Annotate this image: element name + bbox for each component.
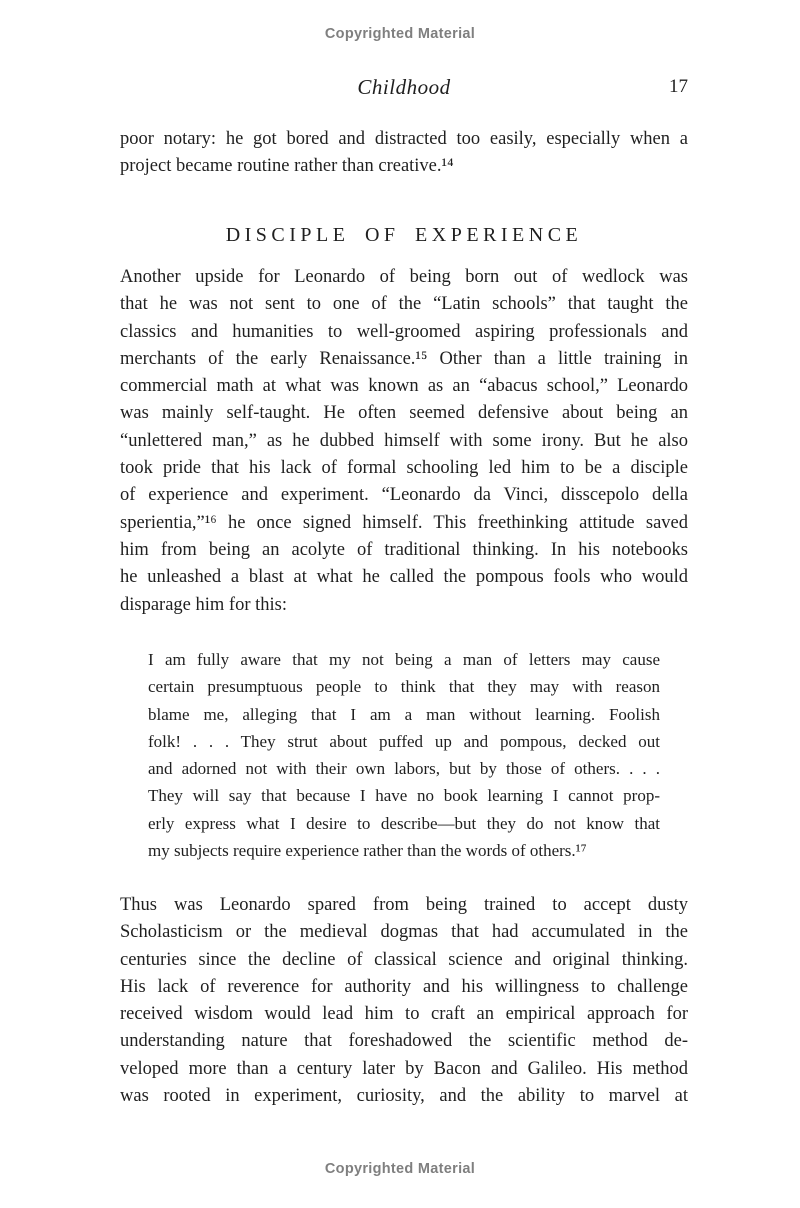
text-line: Thus was Leonardo spared from being trained to accept dusty xyxy=(120,895,688,915)
text-line: received wisdom would lead him to craft an empirical approach for xyxy=(120,1004,688,1025)
text-line: that he was not sent to one of the “Latin schools” that taught the xyxy=(120,294,688,315)
section-heading: DISCIPLE OF EXPERIENCE xyxy=(225,224,583,246)
paragraph-thus xyxy=(120,892,688,1110)
copyright-notice-bottom: Copyrighted Material xyxy=(324,1161,476,1177)
text-line: him from being an acolyte of traditional thinking. In his notebooks xyxy=(120,539,688,560)
text-line: he unleashed a blast at what he called the pompous fools who would xyxy=(120,567,688,588)
text-line: was rooted in experiment, curiosity, and the ability to marvel at xyxy=(120,1086,688,1107)
text-line: commercial math at what was known as an “abacus school,” Leonardo xyxy=(120,376,688,397)
text-line: classics and humanities to well-groomed aspiring professionals and xyxy=(120,321,688,342)
text-line: project became routine rather than creative.¹⁴ xyxy=(120,156,454,177)
text-line: my subjects require experience rather than the words of others.¹⁷ xyxy=(148,841,587,861)
blockquote-quote xyxy=(148,646,660,864)
text-line: understanding nature that foreshadowed the scientific method de- xyxy=(120,1031,688,1052)
running-header xyxy=(120,75,688,103)
text-line: was mainly self-taught. He often seemed defensive about being an xyxy=(120,403,688,424)
page-number: 17 xyxy=(669,76,688,97)
text-line: disparage him for this: xyxy=(120,594,287,615)
text-line: Another upside for Leonardo of being born out of wedlock was xyxy=(120,267,688,287)
text-line: His lack of reverence for authority and his willingness to challenge xyxy=(120,976,688,997)
text-line: of experience and experiment. “Leonardo da Vinci, disscepolo della xyxy=(120,485,688,506)
chapter-title: Childhood xyxy=(357,75,451,99)
text-line: and adorned not with their own labors, but by those of others. . . . xyxy=(148,759,660,779)
copyright-notice-top: Copyrighted Material xyxy=(324,26,476,42)
text-line: Scholasticism or the medieval dogmas that had accumulated in the xyxy=(120,922,688,943)
text-line: “unlettered man,” as he dubbed himself with some irony. But he also xyxy=(120,430,688,451)
text-line: They will say that because I have no book learning I cannot prop- xyxy=(148,786,660,806)
text-line: folk! . . . They strut about puffed up and pompous, decked out xyxy=(148,731,660,751)
text-line: veloped more than a century later by Bacon and Galileo. His method xyxy=(120,1058,688,1079)
text-column xyxy=(120,0,688,1208)
text-line: sperientia,”¹⁶ he once signed himself. This freethinking attitude saved xyxy=(120,512,688,533)
text-line: blame me, alleging that I am a man without learning. Foolish xyxy=(148,704,660,724)
text-line: merchants of the early Renaissance.¹⁵ Other than a little training in xyxy=(120,348,688,369)
text-line: poor notary: he got bored and distracted too easily, especially when a xyxy=(120,129,688,149)
paragraph-opening xyxy=(120,126,688,181)
text-line: erly express what I desire to describe—but they do not know that xyxy=(148,813,660,833)
paragraph-another xyxy=(120,264,688,619)
text-line: centuries since the decline of classical science and original thinking. xyxy=(120,949,688,970)
text-line: certain presumptuous people to think that they may with reason xyxy=(148,677,660,697)
text-line: I am fully aware that my not being a man of letters may cause xyxy=(148,650,660,669)
text-line: took pride that his lack of formal schooling led him to be a disciple xyxy=(120,458,688,479)
